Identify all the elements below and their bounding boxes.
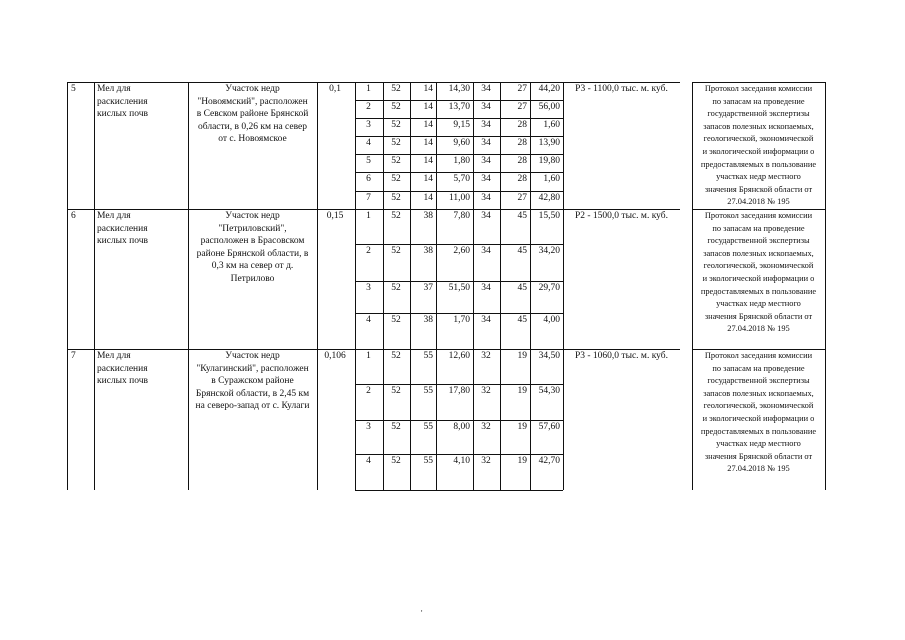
row-number: 6 xyxy=(71,211,76,221)
protocol-text: участках недр местного xyxy=(716,172,801,182)
coordinate-cell: 14 xyxy=(423,174,433,184)
coordinate-cell: 34 xyxy=(481,138,491,148)
coordinate-cell: 56,00 xyxy=(538,102,560,112)
row-number: 5 xyxy=(71,84,76,94)
coordinate-cell: 14 xyxy=(423,84,433,94)
protocol-text: 27.04.2018 № 195 xyxy=(727,197,790,207)
coordinate-cell: 52 xyxy=(391,422,401,432)
coordinate-cell: 14,30 xyxy=(448,84,470,94)
site-description: "Новоямский", расположен xyxy=(197,96,308,107)
coordinate-cell: 37 xyxy=(423,283,433,293)
point-column-rule xyxy=(500,349,501,490)
protocol-column-rule xyxy=(825,82,826,490)
site-description: в Севском районе Брянской xyxy=(196,109,309,120)
coordinate-cell: 44,20 xyxy=(538,84,560,94)
point-column-rule xyxy=(473,209,474,349)
site-description: от с. Новоямское xyxy=(218,134,287,145)
page-footer-mark: · xyxy=(420,607,424,617)
coordinate-cell: 52 xyxy=(391,84,401,94)
protocol-text: и экологической информации о xyxy=(702,147,815,156)
coordinate-cell: 45 xyxy=(517,211,527,221)
protocol-text: запасов полезных ископаемых, xyxy=(703,388,814,398)
coordinate-cell: 4 xyxy=(366,456,371,466)
point-column-rule xyxy=(410,349,411,490)
coordinate-cell: 34 xyxy=(481,120,491,130)
coordinate-cell: 52 xyxy=(391,456,401,466)
protocol-text: государственной экспертизы xyxy=(707,236,810,246)
point-column-rule xyxy=(500,209,501,349)
coordinate-cell: 55 xyxy=(423,456,433,466)
coordinate-cell: 52 xyxy=(391,211,401,221)
reserves-value: Р3 - 1100,0 тыс. м. куб. xyxy=(575,84,668,94)
coordinate-cell: 34 xyxy=(481,246,491,256)
coordinate-cell: 28 xyxy=(517,120,527,130)
coordinate-cell: 28 xyxy=(517,156,527,166)
coordinate-cell: 34 xyxy=(481,211,491,221)
mineral-text: кислых почв xyxy=(97,376,149,387)
protocol-text: по запасам на проведение xyxy=(712,223,805,233)
coordinate-cell: 27 xyxy=(517,102,527,112)
site-description: Брянской области, в 2,45 км xyxy=(195,388,310,399)
coordinate-cell: 34 xyxy=(481,174,491,184)
area-value: 0,1 xyxy=(329,84,341,94)
point-column-rule xyxy=(530,209,531,349)
site-description: Петрилово xyxy=(230,274,275,284)
coordinate-cell: 12,60 xyxy=(448,351,470,361)
coordinate-cell: 14 xyxy=(423,138,433,148)
mineral-text: кислых почв xyxy=(97,236,149,247)
site-description: "Кулагинский", расположен xyxy=(196,363,309,374)
coordinate-cell: 32 xyxy=(481,351,491,361)
coordinate-cell: 3 xyxy=(366,422,371,432)
coordinate-cell: 52 xyxy=(391,138,401,148)
protocol-text: и экологической информации о xyxy=(702,274,815,283)
coordinate-cell: 6 xyxy=(366,174,371,184)
protocol-text: и экологической информации о xyxy=(702,414,815,423)
coordinate-cell: 19 xyxy=(517,456,527,466)
site-description: на северо-запад от с. Кулаги xyxy=(195,401,310,412)
protocol-text: участках недр местного xyxy=(716,439,801,449)
coordinate-cell: 1,80 xyxy=(453,156,470,166)
coordinate-cell: 17,80 xyxy=(448,386,470,396)
coordinate-cell: 34 xyxy=(481,193,491,203)
site-description: расположен в Брасовском xyxy=(200,236,305,247)
coordinate-cell: 55 xyxy=(423,351,433,361)
point-column-rule xyxy=(355,349,356,490)
coordinate-cell: 34,20 xyxy=(538,246,560,256)
coordinate-cell: 1 xyxy=(366,84,371,94)
protocol-text: Протокол заседания комиссии xyxy=(704,211,813,220)
coordinate-cell: 34 xyxy=(481,102,491,112)
coordinate-cell: 9,60 xyxy=(453,138,470,148)
point-column-rule xyxy=(383,349,384,490)
coordinate-cell: 2,60 xyxy=(453,246,470,256)
point-column-rule xyxy=(355,209,356,349)
coordinate-cell: 27 xyxy=(517,84,527,94)
point-column-rule xyxy=(473,82,474,209)
coordinate-cell: 28 xyxy=(517,174,527,184)
coordinate-cell: 4 xyxy=(366,138,371,148)
point-column-rule xyxy=(563,349,564,490)
coordinate-cell: 52 xyxy=(391,120,401,130)
coordinate-cell: 52 xyxy=(391,156,401,166)
coordinate-cell: 3 xyxy=(366,283,371,293)
table-column-rule xyxy=(317,82,318,490)
coordinate-cell: 29,70 xyxy=(538,283,560,293)
coordinate-cell: 38 xyxy=(423,315,433,325)
coordinate-cell: 34 xyxy=(481,315,491,325)
coordinate-cell: 4,00 xyxy=(543,315,560,325)
coordinate-cell: 27 xyxy=(517,193,527,203)
point-column-rule xyxy=(530,82,531,209)
coordinate-cell: 52 xyxy=(391,246,401,256)
protocol-text: значения Брянской области от xyxy=(704,311,813,321)
site-description: области, в 0,26 км на север xyxy=(198,121,307,132)
coordinate-cell: 5 xyxy=(366,156,371,166)
coordinate-cell: 42,80 xyxy=(538,193,560,203)
coordinate-cell: 2 xyxy=(366,102,371,112)
coordinate-cell: 11,00 xyxy=(448,193,470,203)
mineral-text: кислых почв xyxy=(97,109,149,120)
coordinate-cell: 42,70 xyxy=(538,456,560,466)
protocol-text: геологической, экономической xyxy=(703,401,814,411)
coordinate-cell: 45 xyxy=(517,283,527,293)
site-description: 0,3 км на север от д. xyxy=(211,261,294,272)
coordinate-cell: 5,70 xyxy=(453,174,470,184)
coordinate-cell: 1,70 xyxy=(453,315,470,325)
site-description: районе Брянской области, в xyxy=(196,248,309,259)
coordinate-cell: 1,60 xyxy=(543,174,560,184)
protocol-text: по запасам на проведение xyxy=(712,96,805,106)
coordinate-cell: 1 xyxy=(366,351,371,361)
mineral-text: раскисления xyxy=(97,223,148,234)
reserves-value: Р2 - 1500,0 тыс. м. куб. xyxy=(574,211,669,221)
coordinate-cell: 4 xyxy=(366,315,371,325)
point-column-rule xyxy=(563,209,564,349)
coordinate-cell: 52 xyxy=(391,351,401,361)
coordinate-cell: 34 xyxy=(481,156,491,166)
mineral-text: раскисления xyxy=(97,96,148,107)
coordinate-cell: 28 xyxy=(517,138,527,148)
coordinate-cell: 14 xyxy=(423,102,433,112)
point-column-rule xyxy=(355,82,356,209)
point-column-rule xyxy=(410,209,411,349)
protocol-text: 27.04.2018 № 195 xyxy=(727,324,790,334)
point-column-rule xyxy=(436,82,437,209)
coordinate-cell: 1 xyxy=(366,211,371,221)
point-column-rule xyxy=(500,82,501,209)
coordinate-cell: 13,90 xyxy=(538,138,560,148)
coordinate-cell: 52 xyxy=(391,283,401,293)
protocol-text: запасов полезных ископаемых, xyxy=(703,248,814,258)
coordinate-cell: 19 xyxy=(517,422,527,432)
coordinate-cell: 52 xyxy=(391,315,401,325)
coordinate-cell: 57,60 xyxy=(538,422,560,432)
coordinate-cell: 38 xyxy=(423,246,433,256)
protocol-text: предоставляемых в пользование xyxy=(700,426,817,436)
coordinate-cell: 9,15 xyxy=(453,120,470,130)
coordinate-cell: 45 xyxy=(517,315,527,325)
protocol-text: значения Брянской области от xyxy=(704,184,813,194)
protocol-text: запасов полезных ископаемых, xyxy=(703,121,814,131)
area-value: 0,15 xyxy=(326,211,344,221)
point-column-rule xyxy=(563,82,564,209)
point-column-rule xyxy=(383,209,384,349)
protocol-text: 27.04.2018 № 195 xyxy=(727,464,790,474)
point-column-rule xyxy=(436,209,437,349)
coordinate-cell: 34 xyxy=(481,283,491,293)
coordinate-cell: 7 xyxy=(366,193,371,203)
coordinate-cell: 13,70 xyxy=(448,102,470,112)
coordinate-cell: 52 xyxy=(391,193,401,203)
mineral-text: Мел для xyxy=(97,84,131,94)
point-column-rule xyxy=(410,82,411,209)
coordinate-cell: 1,60 xyxy=(543,120,560,130)
reserves-value: Р3 - 1060,0 тыс. м. куб. xyxy=(574,351,669,361)
coordinate-cell: 54,30 xyxy=(538,386,560,396)
area-value: 0,106 xyxy=(324,351,346,361)
coordinate-cell: 14 xyxy=(423,193,433,203)
site-description: Участок недр xyxy=(225,211,280,221)
point-column-rule xyxy=(383,82,384,209)
point-column-rule xyxy=(436,349,437,490)
protocol-text: предоставляемых в пользование xyxy=(700,286,817,296)
mineral-text: раскисления xyxy=(97,363,148,374)
mineral-text: Мел для xyxy=(97,211,131,221)
coordinate-cell: 52 xyxy=(391,386,401,396)
point-column-rule xyxy=(530,349,531,490)
table-column-rule xyxy=(67,82,68,490)
protocol-text: предоставляемых в пользование xyxy=(700,159,817,169)
coordinate-cell: 14 xyxy=(423,120,433,130)
site-description: "Петриловский", xyxy=(218,223,287,234)
protocol-text: геологической, экономической xyxy=(703,261,814,271)
coordinate-cell: 32 xyxy=(481,386,491,396)
coordinate-cell: 8,00 xyxy=(453,422,470,432)
point-row-rule xyxy=(355,490,563,491)
coordinate-cell: 15,50 xyxy=(538,211,560,221)
coordinate-cell: 2 xyxy=(366,246,371,256)
protocol-text: Протокол заседания комиссии xyxy=(704,84,813,93)
coordinate-cell: 34,50 xyxy=(538,351,560,361)
site-description: Участок недр xyxy=(225,84,280,94)
coordinate-cell: 3 xyxy=(366,120,371,130)
coordinate-cell: 51,50 xyxy=(448,283,470,293)
coordinate-cell: 45 xyxy=(517,246,527,256)
protocol-text: значения Брянской области от xyxy=(704,451,813,461)
protocol-text: государственной экспертизы xyxy=(707,376,810,386)
coordinate-cell: 2 xyxy=(366,386,371,396)
coordinate-cell: 19,80 xyxy=(538,156,560,166)
coordinate-cell: 7,80 xyxy=(453,211,470,221)
point-column-rule xyxy=(473,349,474,490)
protocol-text: по запасам на проведение xyxy=(712,363,805,373)
site-description: Участок недр xyxy=(225,351,280,361)
protocol-text: Протокол заседания комиссии xyxy=(704,351,813,360)
table-column-rule xyxy=(94,82,95,490)
row-number: 7 xyxy=(71,351,76,361)
coordinate-cell: 34 xyxy=(481,84,491,94)
coordinate-cell: 38 xyxy=(423,211,433,221)
mineral-text: Мел для xyxy=(97,351,131,361)
protocol-text: геологической, экономической xyxy=(703,134,814,144)
coordinate-cell: 52 xyxy=(391,102,401,112)
coordinate-cell: 55 xyxy=(423,422,433,432)
site-description: в Суражском районе xyxy=(211,376,294,387)
coordinate-cell: 55 xyxy=(423,386,433,396)
protocol-text: участках недр местного xyxy=(716,299,801,309)
coordinate-cell: 52 xyxy=(391,174,401,184)
coordinate-cell: 19 xyxy=(517,386,527,396)
coordinate-cell: 32 xyxy=(481,422,491,432)
coordinate-cell: 32 xyxy=(481,456,491,466)
coordinate-cell: 19 xyxy=(517,351,527,361)
coordinate-cell: 4,10 xyxy=(453,456,470,466)
protocol-text: государственной экспертизы xyxy=(707,109,810,119)
coordinate-cell: 14 xyxy=(423,156,433,166)
